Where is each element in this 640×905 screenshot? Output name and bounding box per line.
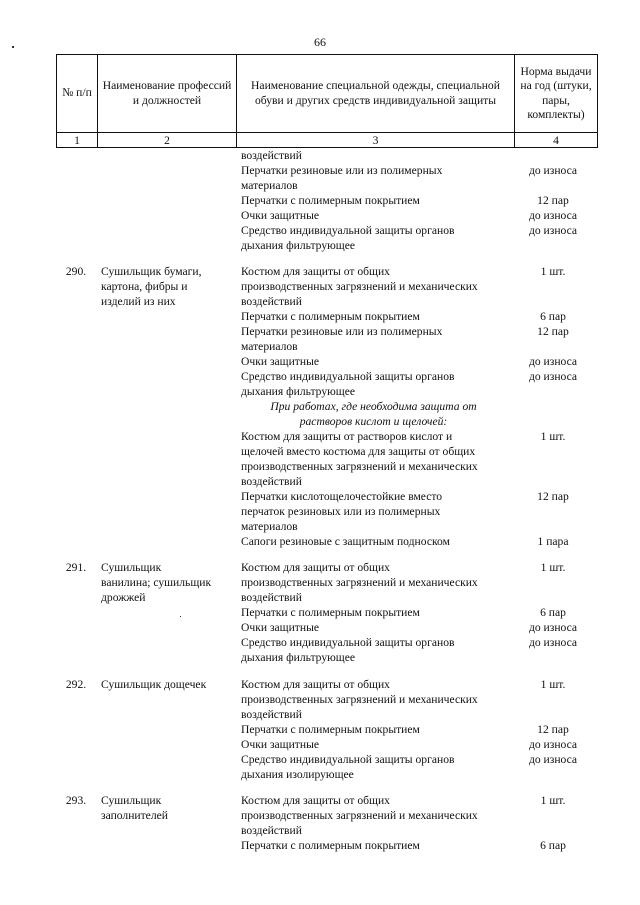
header-number: № п/п (57, 55, 98, 133)
page-number: 66 (314, 35, 326, 49)
equipment-line: Очки защитные (241, 209, 320, 222)
norm-value: 12 пар (537, 723, 569, 736)
equipment-line: Средство индивидуальной защиты органов (241, 753, 455, 766)
profession-line: Сушильщик (101, 561, 162, 574)
column-number-1: 1 (57, 133, 98, 148)
equipment-line: Перчатки резиновые или из полимерных (241, 325, 443, 338)
norm-value: 12 пар (537, 325, 569, 338)
column-number-3: 3 (237, 133, 515, 148)
norm-value: 1 шт. (540, 678, 566, 691)
equipment-line: Костюм для защиты от растворов кислот и (241, 430, 453, 443)
profession-line: Сушильщик (101, 794, 162, 807)
equipment-line: материалов (241, 340, 298, 353)
equipment-line: производственных загрязнений и механических (241, 460, 478, 473)
column-number-2: 2 (98, 133, 237, 148)
profession-line: Сушильщик дощечек (101, 678, 207, 691)
equipment-line: Костюм для защиты от общих (241, 265, 390, 278)
norm-value: 6 пар (540, 839, 566, 852)
equipment-line: производственных загрязнений и механических (241, 809, 478, 822)
equipment-line: Средство индивидуальной защиты органов (241, 636, 455, 649)
header-norm: Норма выдачи на год (штуки, пары, комплекты) (515, 55, 598, 133)
entry-number: 293. (65, 794, 87, 807)
equipment-line: дыхания фильтрующее (241, 239, 355, 252)
norm-value: 1 шт. (540, 561, 566, 574)
equipment-line: Перчатки резиновые или из полимерных (241, 164, 443, 177)
norm-value: до износа (528, 209, 578, 222)
equipment-line: Костюм для защиты от общих (241, 794, 390, 807)
norm-value: до износа (528, 753, 578, 766)
profession-line: изделий из них (101, 295, 176, 308)
equipment-line: производственных загрязнений и механических (241, 280, 478, 293)
norm-value: 12 пар (537, 490, 569, 503)
column-number-4: 4 (515, 133, 598, 148)
header-equipment: Наименование специальной одежды, специальной обуви и других средств индивидуальной защиты (237, 55, 515, 133)
equipment-line: Средство индивидуальной защиты органов (241, 224, 455, 237)
equipment-line: перчаток резиновых или из полимерных (241, 505, 441, 518)
norm-value: 1 шт. (540, 794, 566, 807)
equipment-line: Перчатки с полимерным покрытием (241, 839, 420, 852)
equipment-line: воздействий (241, 475, 302, 488)
equipment-line: Очки защитные (241, 738, 320, 751)
equipment-line: воздействий (241, 149, 302, 162)
norm-value: 12 пар (537, 194, 569, 207)
equipment-line: щелочей вместо костюма для защиты от общих (241, 445, 476, 458)
equipment-line: Перчатки кислотощелочестойкие вместо (241, 490, 443, 503)
scan-speck (12, 46, 14, 48)
equipment-line: Средство индивидуальной защиты органов (241, 370, 455, 383)
header-profession: Наименование профессий и должностей (98, 55, 237, 133)
profession-line: ванилина; сушильщик (101, 576, 212, 589)
condition-note: При работах, где необходима защита от (270, 400, 477, 413)
profession-line: заполнителей (101, 809, 168, 822)
entry-number: 292. (65, 678, 87, 691)
equipment-line: воздействий (241, 591, 302, 604)
norm-value: до износа (528, 621, 578, 634)
entry-number: 290. (65, 265, 87, 278)
equipment-line: воздействий (241, 708, 302, 721)
equipment-line: Сапоги резиновые с защитным подноском (241, 535, 450, 548)
equipment-line: Перчатки с полимерным покрытием (241, 606, 420, 619)
equipment-line: материалов (241, 520, 298, 533)
equipment-line: Очки защитные (241, 621, 320, 634)
norm-value: до износа (528, 224, 578, 237)
norm-value: до износа (528, 370, 578, 383)
norm-value: до износа (528, 738, 578, 751)
profession-line: Сушильщик бумаги, (101, 265, 202, 278)
equipment-line: дыхания фильтрующее (241, 651, 355, 664)
equipment-line: Перчатки с полимерным покрытием (241, 723, 420, 736)
table-header (56, 54, 598, 148)
norm-value: 1 шт. (540, 265, 566, 278)
norm-value: 1 пара (537, 535, 569, 548)
equipment-line: Костюм для защиты от общих (241, 678, 390, 691)
equipment-line: материалов (241, 179, 298, 192)
condition-note: растворов кислот и щелочей: (299, 415, 448, 428)
profession-line: дрожжей (101, 591, 146, 604)
norm-value: 6 пар (540, 606, 566, 619)
equipment-line: дыхания изолирующее (241, 768, 354, 781)
profession-line: картона, фибры и (101, 280, 188, 293)
equipment-line: воздействий (241, 295, 302, 308)
equipment-line: Очки защитные (241, 355, 320, 368)
equipment-line: производственных загрязнений и механических (241, 693, 478, 706)
equipment-line: воздействий (241, 824, 302, 837)
equipment-line: Перчатки с полимерным покрытием (241, 194, 420, 207)
norm-value: 1 шт. (540, 430, 566, 443)
norm-value: до износа (528, 355, 578, 368)
equipment-line: Костюм для защиты от общих (241, 561, 390, 574)
equipment-line: Перчатки с полимерным покрытием (241, 310, 420, 323)
equipment-line: производственных загрязнений и механических (241, 576, 478, 589)
norm-value: 6 пар (540, 310, 566, 323)
scan-speck (180, 616, 181, 617)
norm-value: до износа (528, 636, 578, 649)
entry-number: 291. (65, 561, 87, 574)
norm-value: до износа (528, 164, 578, 177)
equipment-line: дыхания фильтрующее (241, 385, 355, 398)
